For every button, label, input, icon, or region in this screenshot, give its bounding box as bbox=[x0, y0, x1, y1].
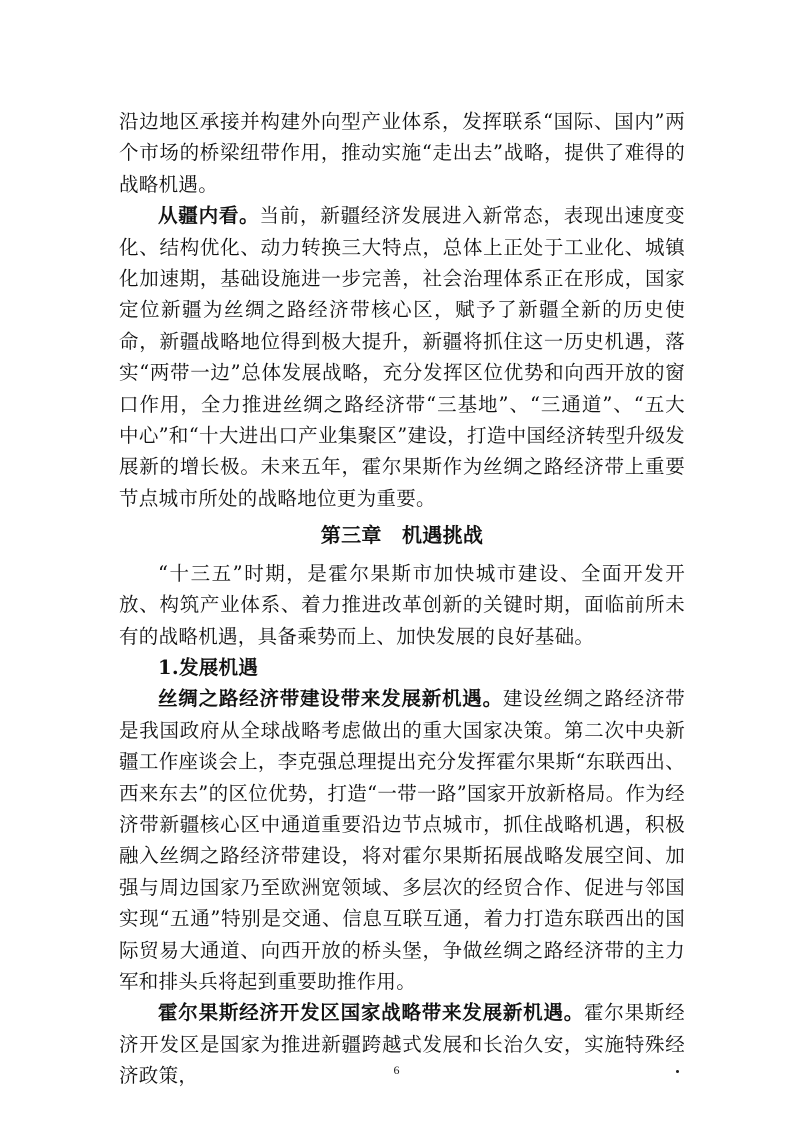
footer-dot bbox=[676, 1070, 679, 1073]
paragraph-2-lead: 从疆内看。 bbox=[158, 204, 260, 228]
paragraph-3 bbox=[119, 558, 685, 652]
page-number: 6 bbox=[393, 1063, 400, 1077]
paragraph-4-lead: 丝绸之路经济带建设带来发展新机遇。 bbox=[158, 687, 503, 711]
paragraph-1-text: 沿边地区承接并构建外向型产业体系，发挥联系“国际、国内”两个市场的桥梁纽带作用，推动实施“走出去”战略，提供了难得的战略机遇。 bbox=[119, 110, 685, 196]
body-text bbox=[119, 106, 685, 1092]
paragraph-4-text: 建设丝绸之路经济带是我国政府从全球战略考虑做出的重大国家决策。第二次中央新疆工作座谈会上，李克强总理提出充分发挥霍尔果斯“东联西出、西来东去”的区位优势，打造“一带一路”国家开放新格局。作为经济带新疆核心区中通道重要沿边节点城市，抓住战略机遇，积极融入丝绸之路经济带建设，将对霍尔果斯拓展战略发展空间、加强与周边国家乃至欧洲宽领域、多层次的经贸合作、促进与邻国实现“五通”特别是交通、信息互联互通，着力打造东联西出的国际贸易大通道、向西开放的桥头堡，争做丝绸之路经济带的主力军和排头兵将起到重要助推作用。 bbox=[119, 687, 685, 993]
paragraph-4 bbox=[119, 683, 685, 997]
paragraph-1 bbox=[119, 106, 685, 200]
section-subheading: 1.发展机遇 bbox=[158, 655, 259, 679]
paragraph-2 bbox=[119, 200, 685, 514]
chapter-title: 第三章 机遇挑战 bbox=[320, 523, 484, 548]
paragraph-3-text: “十三五”时期，是霍尔果斯市加快城市建设、全面开发开放、构筑产业体系、着力推进改革创新的关键时期，面临前所未有的战略机遇，具备乘势而上、加快发展的良好基础。 bbox=[119, 561, 685, 648]
paragraph-2-text: 当前，新疆经济发展进入新常态，表现出速度变化、结构优化、动力转换三大特点，总体上正处于工业化、城镇化加速期，基础设施进一步完善，社会治理体系正在形成，国家定位新疆为丝绸之路经济带核心区，赋予了新疆全新的历史使命，新疆战略地位得到极大提升，新疆将抓住这一历史机遇，落实“两带一边”总体发展战略，充分发挥区位优势和向西开放的窗口作用，全力推进丝绸之路经济带“三基地”、“三通道”、“五大中心”和“十大进出口产业集聚区”建设，打造中国经济转型升级发展新的增长极。未来五年，霍尔果斯作为丝绸之路经济带上重要节点城市所处的战略地位更为重要。 bbox=[119, 204, 685, 510]
paragraph-5-text: 霍尔果斯经济开发区是国家为推进新疆跨越式发展和长治久安，实施特殊经济政策， bbox=[119, 1001, 685, 1088]
paragraph-5-lead: 霍尔果斯经济开发区国家战略带来发展新机遇。 bbox=[158, 1001, 585, 1025]
